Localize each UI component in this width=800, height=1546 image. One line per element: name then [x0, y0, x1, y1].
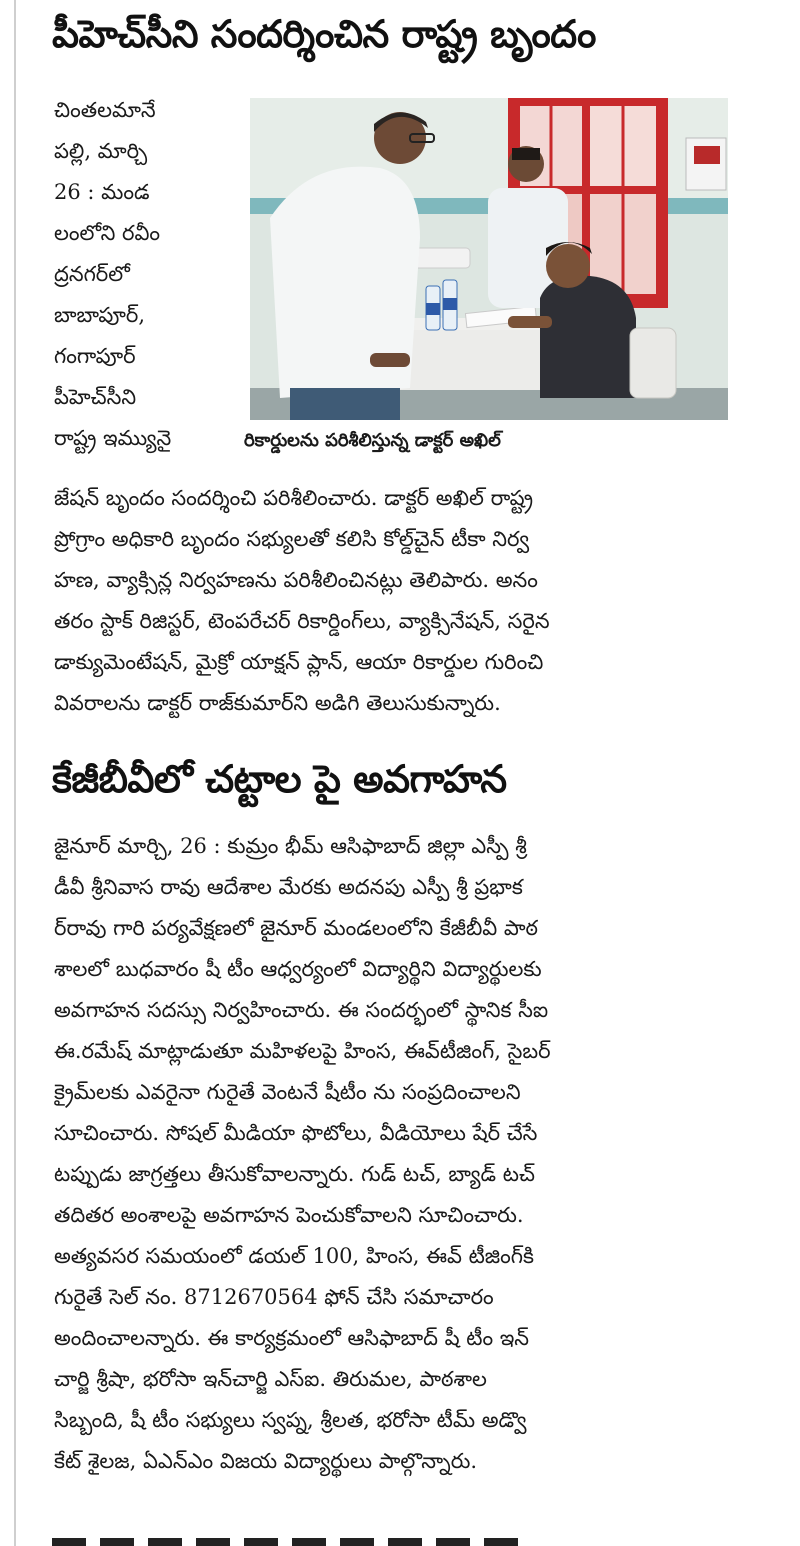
- article-1-body: [54, 478, 740, 724]
- text-line: సూచించారు. సోషల్ మీడియా ఫొటోలు, వీడియోలు షేర్ చేసే: [54, 1121, 538, 1145]
- text-line: ప్రోగ్రాం అధికారి బృందం సభ్యులతో కలిసి కోల్డ్‌చైన్ టీకా నిర్వ: [54, 527, 530, 551]
- text-line: రాష్ట్ర ఇమ్యునై: [54, 426, 172, 450]
- text-line: అందించాలన్నారు. ఈ కార్యక్రమంలో ఆసిఫాబాద్ షీ టీం ఇన్: [54, 1326, 530, 1350]
- text-line: క్రైమ్‌లకు ఎవరైనా గురైతే వెంటనే షీటీం ను సంప్రదించాలని: [54, 1080, 521, 1104]
- text-line: సిబ్బంది, షీ టీం సభ్యులు స్వప్న, శ్రీలత, భరోసా టీమ్ అడ్వొ: [54, 1408, 527, 1432]
- text-line: చార్జి శ్రీషా, భరోసా ఇన్‌చార్జి ఎస్ఐ. తిరుమల, పాఠశాల: [54, 1367, 487, 1391]
- photo-caption: రికార్డులను పరిశీలిస్తున్న డాక్టర్ అఖిల్: [244, 430, 501, 451]
- article-2-headline: కేజీబీవీలో చట్టాల పై అవగాహన: [52, 757, 507, 801]
- text-line: హణ, వ్యాక్సిన్ల నిర్వహణను పరిశీలించినట్లు తెలిపారు. అనం: [54, 568, 538, 592]
- text-line: లంలోని రవీం: [54, 221, 161, 245]
- text-line: డీవీ శ్రీనివాస రావు ఆదేశాల మేరకు అదనపు ఎస్పీ శ్రీ ప్రభాక: [54, 875, 523, 899]
- text-line: చింతలమానే: [54, 98, 156, 122]
- text-line: గురైతే సెల్ నం. 8712670564 ఫోన్ చేసి సమాచారం: [54, 1285, 494, 1309]
- text-line: గంగాపూర్: [54, 344, 136, 368]
- text-line: పల్లి, మార్చి: [54, 139, 148, 163]
- text-line: వివరాలను డాక్టర్ రాజ్‌కుమార్‌ని అడిగి తెలుసుకున్నారు.: [54, 691, 501, 715]
- column-rule: [14, 0, 16, 1546]
- cropped-next-headline: [52, 1530, 532, 1546]
- text-line: ర్‌రావు గారి పర్యవేక్షణలో జైనూర్ మండలంలోని కేజీబీవీ పాఠ: [54, 916, 539, 940]
- text-line: 26 : మండ: [54, 180, 150, 204]
- text-line: పీహెచ్‌సీని: [54, 385, 137, 409]
- article-1-narrow-column: [54, 90, 224, 459]
- text-line: బాబాపూర్,: [54, 303, 145, 327]
- text-line: డాక్యుమెంటేషన్, మైక్రో యాక్షన్ ప్లాన్, ఆయా రికార్డుల గురించి: [54, 650, 544, 674]
- text-line: ద్రనగర్‌లో: [54, 262, 130, 286]
- article-1-headline: పీహెచ్‌సీని సందర్శించిన రాష్ట్ర బృందం: [52, 12, 596, 56]
- text-line: తరం స్టాక్ రిజిస్టర్, టెంపరేచర్ రికార్డింగ్‌లు, వ్యాక్సినేషన్, సరైన: [54, 609, 550, 633]
- text-line: తదితర అంశాలపై అవగాహన పెంచుకోవాలని సూచించారు.: [54, 1203, 524, 1227]
- text-line: జేషన్ బృందం సందర్శించి పరిశీలించారు. డాక్టర్ అఖిల్ రాష్ట్ర: [54, 486, 534, 510]
- article-1-photo: [250, 98, 728, 420]
- text-line: అత్యవసర సమయంలో డయల్ 100, హింస, ఈవ్ టీజింగ్‌కి: [54, 1244, 534, 1268]
- text-line: కేట్ శైలజ, ఏఎన్ఎం విజయ విద్యార్థులు పాల్గొన్నారు.: [54, 1449, 478, 1473]
- text-line: ఈ.రమేష్ మాట్లాడుతూ మహిళలపై హింస, ఈవ్‌టీజింగ్, సైబర్: [54, 1039, 551, 1063]
- text-line: అవగాహన సదస్సు నిర్వహించారు. ఈ సందర్భంలో స్థానిక సీఐ: [54, 998, 549, 1022]
- text-line: జైనూర్ మార్చి, 26 : కుమ్రం భీమ్ ఆసిఫాబాద్ జిల్లా ఎస్పీ శ్రీ: [54, 834, 527, 858]
- article-2-body: [54, 826, 740, 1482]
- text-line: టప్పుడు జాగ్రత్తలు తీసుకోవాలన్నారు. గుడ్ టచ్, బ్యాడ్ టచ్: [54, 1162, 535, 1186]
- text-line: శాలలో బుధవారం షీ టీం ఆధ్వర్యంలో విద్యార్థిని విద్యార్థులకు: [54, 957, 542, 981]
